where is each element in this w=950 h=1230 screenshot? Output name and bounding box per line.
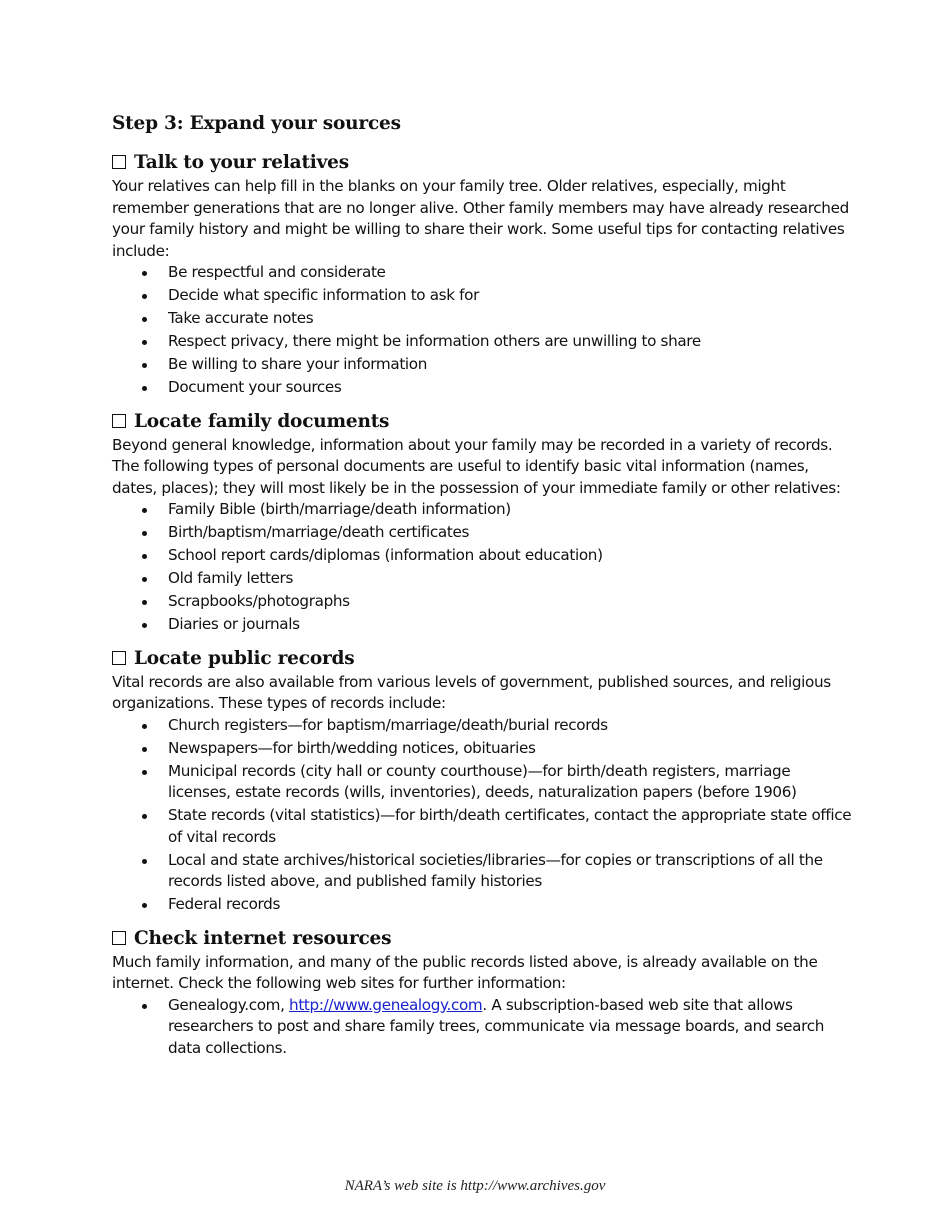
- list-item-text: Newspapers—for birth/wedding notices, obituaries: [168, 738, 536, 757]
- document-page: [112, 112, 852, 1061]
- list-item-text: Municipal records (city hall or county courthouse)—for birth/death registers, marriage licenses, estate records (wills, inventories), deeds, naturalization papers (before 1906): [168, 761, 797, 801]
- section-paragraph: Your relatives can help fill in the blanks on your family tree. Older relatives, especially, might remember generations that are no longer alive. Other family members may have already researched your family history and might be willing to share their work. Some useful tips for contacting relatives include:: [112, 177, 849, 260]
- bullet-icon: [142, 340, 147, 345]
- checkbox-icon[interactable]: [112, 414, 126, 428]
- list-item-text: Take accurate notes: [168, 309, 314, 327]
- bullet-icon: [142, 508, 147, 513]
- list-item: [168, 354, 852, 376]
- list-item: [168, 894, 852, 916]
- list-item-text: State records (vital statistics)—for birth/death certificates, contact the appropriate state office of vital records: [168, 806, 852, 846]
- bullet-icon: [142, 623, 147, 628]
- section-public-records: [112, 646, 852, 916]
- section-heading-text: Check internet resources: [134, 927, 392, 949]
- bullet-icon: [142, 363, 147, 368]
- list-item: [168, 805, 852, 848]
- list-item: [168, 377, 852, 399]
- list-item-text: Be respectful and considerate: [168, 263, 386, 281]
- list-item: [168, 262, 852, 284]
- list-item-text: School report cards/diplomas (information about education): [168, 546, 603, 564]
- bullet-icon: [142, 903, 147, 908]
- list-item: [168, 738, 852, 760]
- list-item-text: Diaries or journals: [168, 615, 300, 633]
- bullet-icon: [142, 386, 147, 391]
- list-item-text: Be willing to share your information: [168, 355, 428, 373]
- section-talk-to-relatives: [112, 150, 852, 399]
- bullet-icon: [142, 317, 147, 322]
- bullet-icon: [142, 600, 147, 605]
- list-item: [168, 308, 852, 330]
- section-internet-resources: [112, 926, 852, 1060]
- list-item: [168, 522, 852, 544]
- genealogy-link[interactable]: http://www.genealogy.com: [289, 995, 483, 1014]
- bullet-list: [112, 715, 852, 916]
- list-item: [168, 591, 852, 613]
- list-item: [168, 761, 852, 804]
- checkbox-icon[interactable]: [112, 155, 126, 169]
- list-item-text: Church registers—for baptism/marriage/death/burial records: [168, 715, 608, 734]
- section-heading: [112, 150, 852, 176]
- section-paragraph: Beyond general knowledge, information about your family may be recorded in a variety of records. The following types of personal documents are useful to identify basic vital information (names, dates, places); they will most likely be in the possession of your immediate family or other relatives:: [112, 435, 841, 497]
- bullet-list: [112, 995, 852, 1060]
- list-item-text: Local and state archives/historical societies/libraries—for copies or transcriptions of all the records listed above, and published family histories: [168, 850, 823, 890]
- bullet-icon: [142, 1004, 147, 1009]
- bullet-icon: [142, 747, 147, 752]
- list-item-text: Federal records: [168, 895, 281, 913]
- bullet-icon: [142, 271, 147, 276]
- section-heading: [112, 926, 852, 952]
- bullet-icon: [142, 577, 147, 582]
- bullet-icon: [142, 770, 147, 775]
- list-item-text: Old family letters: [168, 569, 294, 587]
- section-paragraph: Much family information, and many of the public records listed above, is already available on the internet. Check the following web sites for further information:: [112, 952, 818, 992]
- section-heading-text: Locate public records: [134, 647, 355, 669]
- list-item-text: Family Bible (birth/marriage/death information): [168, 500, 511, 518]
- list-item: [168, 715, 852, 737]
- bullet-list: [112, 499, 852, 636]
- section-family-documents: [112, 409, 852, 636]
- bullet-icon: [142, 724, 147, 729]
- list-item-text: Respect privacy, there might be information others are unwilling to share: [168, 332, 701, 350]
- list-item: [168, 545, 852, 567]
- list-item: [168, 850, 852, 893]
- section-heading-text: Locate family documents: [134, 410, 390, 432]
- section-heading: [112, 409, 852, 435]
- list-item: [168, 614, 852, 636]
- list-item-text: Birth/baptism/marriage/death certificates: [168, 523, 470, 541]
- list-item: [168, 995, 852, 1060]
- list-item: [168, 331, 852, 353]
- checkbox-icon[interactable]: [112, 651, 126, 665]
- list-item: [168, 499, 852, 521]
- step-title: Step 3: Expand your sources: [112, 113, 401, 134]
- link-item-suffix: . A subscription-based web site that allows researchers to post and share family trees, communicate via message boards, and search data collections.: [168, 995, 824, 1057]
- section-paragraph: Vital records are also available from various levels of government, published sources, and religious organizations. These types of records include:: [112, 672, 831, 712]
- link-item-prefix: Genealogy.com,: [168, 995, 290, 1014]
- checkbox-icon[interactable]: [112, 931, 126, 945]
- bullet-list: [112, 262, 852, 399]
- list-item: [168, 285, 852, 307]
- bullet-icon: [142, 531, 147, 536]
- section-heading: [112, 646, 852, 672]
- page-footer: NARA’s web site is http://www.archives.gov: [344, 1178, 606, 1194]
- list-item-text: Decide what specific information to ask for: [168, 286, 479, 304]
- section-heading-text: Talk to your relatives: [134, 152, 349, 173]
- list-item-text: Document your sources: [168, 378, 342, 396]
- list-item-text: Scrapbooks/photographs: [168, 592, 350, 610]
- bullet-icon: [142, 814, 147, 819]
- bullet-icon: [142, 859, 147, 864]
- list-item: [168, 568, 852, 590]
- bullet-icon: [142, 554, 147, 559]
- bullet-icon: [142, 294, 147, 299]
